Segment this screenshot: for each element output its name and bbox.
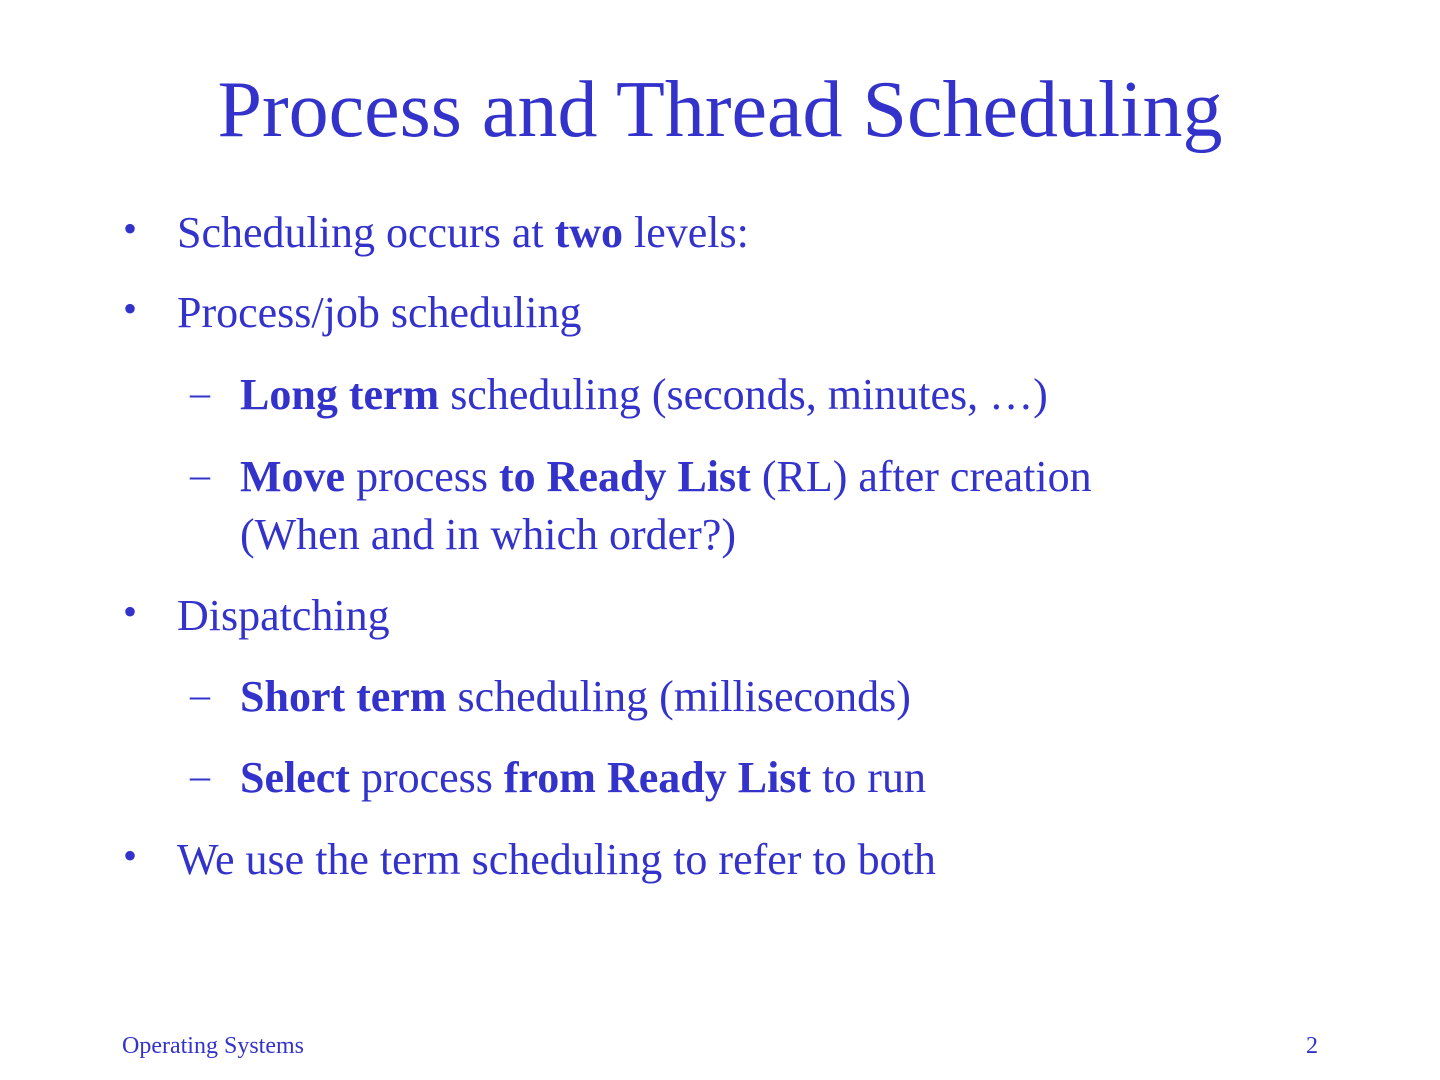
plain-text: We use the term scheduling to refer to both <box>177 835 936 884</box>
bold-text: Short term <box>240 672 447 721</box>
plain-text: levels: <box>623 208 749 257</box>
plain-text: to run <box>811 753 926 802</box>
bullet-marker: • <box>123 589 138 634</box>
slide-title: Process and Thread Scheduling <box>217 66 1223 154</box>
bullet-marker: • <box>123 206 138 251</box>
plain-text: Scheduling occurs at <box>177 208 555 257</box>
bullet-text <box>240 753 926 802</box>
bold-text: two <box>554 208 624 257</box>
bullet-item <box>123 831 936 889</box>
bullet-marker: • <box>123 833 138 878</box>
bullet-text <box>240 672 911 721</box>
dash-marker: – <box>190 753 210 798</box>
plain-text: Dispatching <box>177 591 390 640</box>
dash-marker: – <box>190 370 210 415</box>
plain-text: (RL) after creation <box>750 452 1092 501</box>
bullet-text <box>177 835 936 884</box>
bullet-item <box>123 587 390 645</box>
footer-course-name: Operating Systems <box>122 1033 304 1059</box>
bullet-continuation: (When and in which order?) <box>240 510 737 559</box>
bold-text: Move <box>240 452 346 501</box>
dash-marker: – <box>190 672 210 717</box>
plain-text: scheduling (milliseconds) <box>446 672 911 721</box>
bullet-text <box>240 370 1048 419</box>
bullet-item <box>123 284 582 342</box>
bullet-item <box>123 204 749 262</box>
bold-text: Select <box>240 753 350 802</box>
bullet-marker: • <box>123 286 138 331</box>
sub-bullet-item <box>190 366 1048 424</box>
sub-bullet-item <box>190 668 911 726</box>
bullet-text <box>177 288 582 337</box>
plain-text: process <box>349 753 504 802</box>
page-number: 2 <box>1306 1033 1318 1059</box>
plain-text: process <box>345 452 500 501</box>
dash-marker: – <box>190 452 210 497</box>
bullet-text <box>240 452 1092 501</box>
plain-text: scheduling (seconds, minutes, …) <box>439 370 1048 419</box>
bold-text: Long term <box>240 370 440 419</box>
bold-text: to Ready List <box>499 452 751 501</box>
sub-bullet-item <box>190 448 1092 564</box>
plain-text: Process/job scheduling <box>177 288 582 337</box>
bold-text: from Ready List <box>503 753 812 802</box>
bullet-text <box>177 591 390 640</box>
bullet-text <box>177 208 749 257</box>
sub-bullet-item <box>190 749 926 807</box>
